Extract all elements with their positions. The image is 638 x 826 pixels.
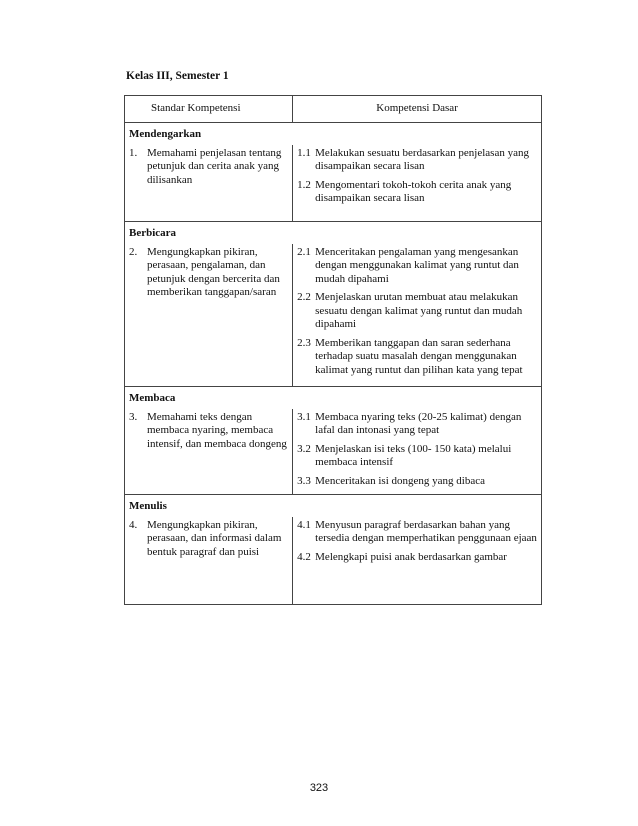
standard-item [125, 409, 292, 458]
standard-number: 3. [129, 410, 138, 423]
competency-number: 4.1 [297, 518, 311, 531]
section-content-row [125, 244, 542, 387]
standard-item [125, 517, 292, 566]
competency-item [293, 337, 541, 383]
section-title [125, 387, 542, 409]
page-heading: Kelas III, Semester 1 [126, 70, 229, 82]
competency-number: 2.2 [297, 291, 311, 303]
standard-text: Memahami teks dengan membaca nyaring, membaca intensif, dan membaca dongeng [147, 410, 287, 450]
standard-cell [125, 244, 293, 387]
competency-number: 4.2 [297, 550, 311, 563]
competency-number: 1.2 [297, 178, 311, 191]
standard-cell [125, 409, 293, 495]
competency-number: 1.1 [297, 146, 311, 159]
table-header-row [125, 96, 542, 123]
competency-text: Melengkapi puisi anak berdasarkan gambar [315, 550, 507, 563]
section-title-row [125, 123, 542, 145]
section-title-row [125, 495, 542, 517]
section-title [125, 123, 542, 145]
standard-text: Mengungkapkan pikiran, perasaan, dan informasi dalam bentuk paragraf dan puisi [147, 518, 282, 558]
section-content-row [125, 517, 542, 605]
standard-number: 4. [129, 518, 138, 531]
competency-text: Menjelaskan isi teks (100- 150 kata) melalui membaca intensif [315, 442, 512, 468]
section-title-row [125, 387, 542, 409]
competency-cell [293, 244, 542, 387]
competency-text: Menyusun paragraf berdasarkan bahan yang tersedia dengan memperhatikan penggunaan ejaan [315, 518, 537, 544]
standard-text: Memahami penjelasan tentang petunjuk dan cerita anak yang dilisankan [147, 146, 282, 186]
competency-item [293, 244, 541, 292]
competency-item [293, 551, 541, 570]
section-title-text: Berbicara [129, 227, 177, 239]
section-content-row [125, 145, 542, 222]
competency-item [293, 145, 541, 179]
standard-text: Mengungkapkan pikiran, perasaan, pengalaman, dan petunjuk dengan bercerita dan memberikan tanggapan/saran [147, 245, 280, 298]
section-title-text: Mendengarkan [129, 128, 202, 140]
competency-number: 2.1 [297, 245, 311, 258]
competency-cell [293, 517, 542, 605]
competency-table [124, 95, 542, 605]
competency-cell [293, 145, 542, 222]
competency-item [293, 443, 541, 475]
header-standar-kompetensi: Standar Kompetensi [125, 96, 293, 123]
competency-text: Melakukan sesuatu berdasarkan penjelasan yang disampaikan secara lisan [315, 146, 529, 172]
competency-item [293, 179, 541, 211]
standard-item [125, 145, 292, 194]
section-title-text: Menulis [129, 500, 167, 512]
section-content-row [125, 409, 542, 495]
competency-item [293, 475, 541, 494]
competency-text: Menceritakan isi dongeng yang dibaca [315, 474, 485, 487]
competency-item [293, 517, 541, 551]
competency-text: Menceritakan pengalaman yang mengesankan dengan menggunakan kalimat yang runtut dan mudah dipahami [315, 245, 519, 285]
standard-cell [125, 517, 293, 605]
section-title [125, 222, 542, 244]
competency-number: 3.3 [297, 474, 311, 487]
competency-number: 3.1 [297, 410, 311, 423]
section-title [125, 495, 542, 517]
competency-text: Menjelaskan urutan membuat atau melakukan sesuatu dengan kalimat yang runtut dan mudah dipahami [315, 291, 523, 330]
section-title-row [125, 222, 542, 244]
competency-text: Membaca nyaring teks (20-25 kalimat) dengan lafal dan intonasi yang tepat [315, 410, 522, 436]
competency-item [293, 409, 541, 443]
standard-number: 1. [129, 146, 138, 159]
section-title-text: Membaca [129, 392, 176, 404]
competency-cell [293, 409, 542, 495]
competency-item [293, 291, 541, 337]
competency-number: 2.3 [297, 336, 311, 349]
header-kompetensi-dasar: Kompetensi Dasar [293, 96, 542, 123]
competency-text: Memberikan tanggapan dan saran sederhana terhadap suatu masalah dengan menggunakan kalimat yang runtut dan pilihan kata yang tepat [315, 336, 523, 376]
competency-text: Mengomentari tokoh-tokoh cerita anak yang disampaikan secara lisan [315, 178, 512, 204]
standard-item [125, 244, 292, 306]
standard-cell [125, 145, 293, 222]
page-number: 323 [309, 782, 329, 794]
standard-number: 2. [129, 245, 138, 258]
competency-number: 3.2 [297, 442, 311, 455]
